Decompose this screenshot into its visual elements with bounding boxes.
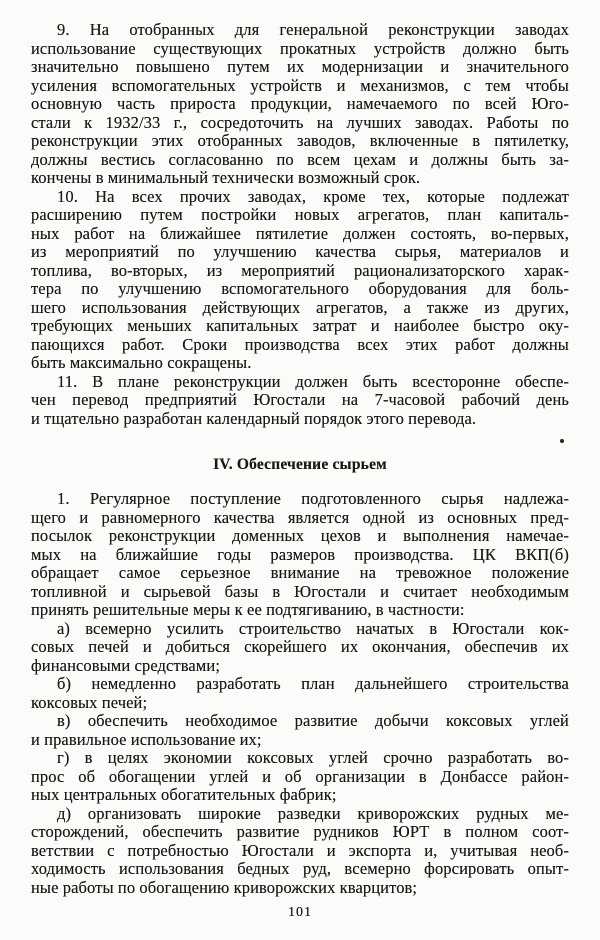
text-line: топливной и сырьевой базы в Югостали и считает необходимым [31,581,569,601]
text-line: б) немедленно разработать план дальнейшего строительства [57,674,569,693]
text-line: тера по улучшению вспомогательного оборудования для боль- [31,279,569,298]
list-item-d [31,805,569,898]
text-line: финансовыми средствами; [31,655,221,675]
list-item-v [31,712,569,749]
text-line: г) в целях экономии коксовых углей срочно разработать во- [57,748,569,767]
text-line: ных работ на ближайшее пятилетие должен состоять, во-первых, [31,223,569,243]
list-item-b [31,675,569,712]
paragraph-9 [31,21,569,188]
text-line: расширению путем постройки новых агрегатов, план капиталь- [31,205,569,224]
text-line: ные работы по обогащению криворожских кварцитов; [31,877,418,897]
text-line: ных центральных обогатительных фабрик; [31,785,337,804]
paragraph-10 [31,188,569,373]
paragraph-1 [31,490,569,620]
text-line: ходимость использования бедных руд, всемерно форсировать опыт- [31,859,569,878]
text-line: основную часть прироста продукции, намечаемого по всей Юго- [31,94,569,113]
text-line: 9. На отобранных для генеральной реконструкции заводах [57,20,569,39]
paragraph-11 [31,373,569,429]
text-line: ветствии с потребностью Югостали и экспорта и, учитывая необ- [31,840,569,860]
page-number: 101 [288,905,312,920]
list-item-g [31,749,569,805]
text-line: в) обеспечить необходимое развитие добычи коксовых углей [57,711,569,730]
text-line: 10. На всех прочих заводах, кроме тех, которые подлежат [57,186,569,206]
text-line: 1. Регулярное поступление подготовленного сырья надлежа- [57,489,569,508]
text-line: и тщательно разработан календарный порядок этого перевода. [31,408,477,428]
text-line: д) организовать широкие разведки криворожских рудных ме- [57,803,569,823]
text-line: совых печей и добиться скорейшего их окончания, обеспечив их [31,637,569,656]
text-line: коксовых печей; [31,692,148,712]
text-line: использование существующих прокатных устройств должно быть [31,38,569,58]
text-line: обращает самое серьезное внимание на тревожное положение [31,563,569,582]
list-item-a [31,620,569,676]
text-line: стали к 1932/33 г., сосредоточить на лучших заводах. Работы по [31,112,569,132]
text-line: кончены в минимальный технически возможный срок. [31,168,421,187]
text-line: быть максимально сокращены. [31,353,252,372]
text-line: усиления вспомогательных устройств и механизмов, с тем чтобы [31,75,569,95]
text-line: принять решительные меры к ее подтягиванию, в частности: [31,600,465,619]
text-line: пающихся работ. Сроки производства всех этих работ должны [31,334,569,354]
text-line: прос об обогащении углей и об организации в Донбассе район- [31,766,569,786]
text-line: 11. В плане реконструкции должен быть всесторонне обеспе- [57,371,569,391]
text-line: шего использования действующих агрегатов, а также из других, [31,297,569,317]
text-line: требующих меньших капитальных затрат и наиболее быстро оку- [31,316,569,335]
text-line: значительно повышено путем их модернизации и значительного [31,57,569,76]
section-raw-materials [31,455,569,897]
text-line: а) всемерно усилить строительство начатых в Югостали кок- [57,618,569,638]
text-line: должны вестись согласованно по всем цехам и должны быть за- [31,149,569,169]
text-line: сторождений, обеспечить развитие рудников ЮРТ в полном соот- [31,822,569,841]
text-line: из мероприятий по улучшению качества сырья, материалов и [31,242,569,261]
text-line: посылок реконструкции доменных цехов и выполнения намечае- [31,526,569,545]
text-line: чен перевод предприятий Югостали на 7-часовой рабочий день [31,390,569,409]
text-line: и правильное использование их; [31,729,262,749]
section-reconstruction [31,21,569,428]
section-heading: IV. Обеспечение сырьем [213,456,387,473]
text-line: щего и равномерного качества является одной из основных пред- [31,507,569,527]
text-line: мых на ближайшие годы размеров производства. ЦК ВКП(б) [31,544,569,564]
ink-speck [560,439,564,443]
text-line: реконструкции этих отобранных заводов, включенные в пятилетку, [31,131,569,150]
text-line: топлива, во-вторых, из мероприятий рационализаторского харак- [31,260,569,280]
